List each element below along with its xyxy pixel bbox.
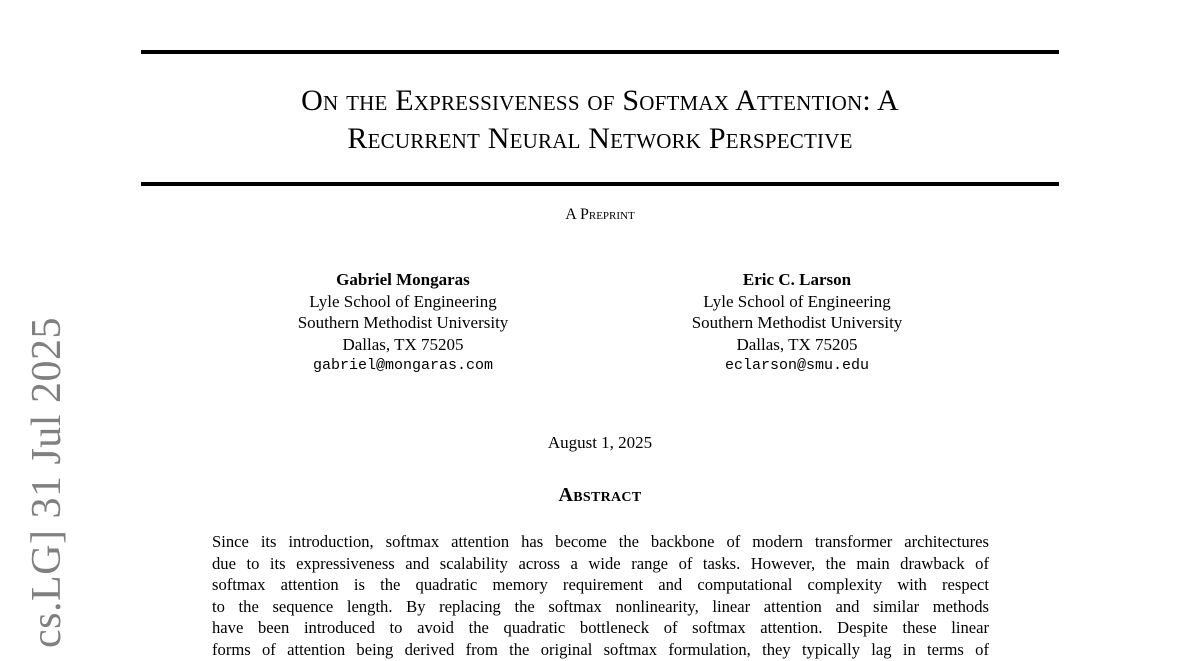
abstract-line: Since its introduction, softmax attention has become the backbone of modern transformer architectures — [212, 532, 989, 551]
author-university: Southern Methodist University — [691, 313, 903, 332]
abstract-line: softmax attention is the quadratic memory requirement and computational complexity with respect — [212, 575, 989, 595]
abstract-line: to the sequence length. By replacing the softmax nonlinearity, linear attention and similar methods — [212, 596, 989, 616]
author-email[interactable]: gabriel@mongaras.com — [312, 357, 494, 374]
paper-date: August 1, 2025 — [547, 433, 653, 452]
author-university: Southern Methodist University — [297, 313, 509, 332]
author-affiliation: Lyle School of Engineering — [703, 291, 891, 311]
abstract-line: have been introduced to avoid the quadratic bottleneck of softmax attention. Despite these linear — [212, 618, 989, 638]
abstract-body — [212, 531, 989, 661]
title-bottom-rule — [141, 182, 1059, 186]
preprint-label: A Preprint — [565, 206, 635, 223]
abstract-line: forms of attention being derived from the original softmax formulation, they typically lag in terms of — [212, 639, 989, 659]
author-name: Eric C. Larson — [742, 270, 852, 289]
abstract-heading: Abstract — [558, 484, 642, 506]
paper-title-line-2: Recurrent Neural Network Perspective — [347, 122, 853, 155]
author-block-2 — [647, 269, 947, 377]
author-email[interactable]: eclarson@smu.edu — [724, 357, 870, 374]
paper-title-line-1: On the Expressiveness of Softmax Attention: A — [301, 84, 899, 117]
arxiv-side-stamp: cs.LG] 31 Jul 2025 — [24, 317, 70, 648]
author-location: Dallas, TX 75205 — [736, 334, 858, 354]
author-affiliation: Lyle School of Engineering — [309, 291, 497, 311]
title-top-rule — [141, 50, 1059, 54]
author-block-1 — [253, 269, 553, 377]
author-name: Gabriel Mongaras — [336, 270, 470, 289]
author-location: Dallas, TX 75205 — [342, 334, 464, 354]
paper-title — [141, 82, 1059, 158]
abstract-line: due to its expressiveness and scalability across a wide range of tasks. However, the main drawback of — [212, 553, 989, 573]
